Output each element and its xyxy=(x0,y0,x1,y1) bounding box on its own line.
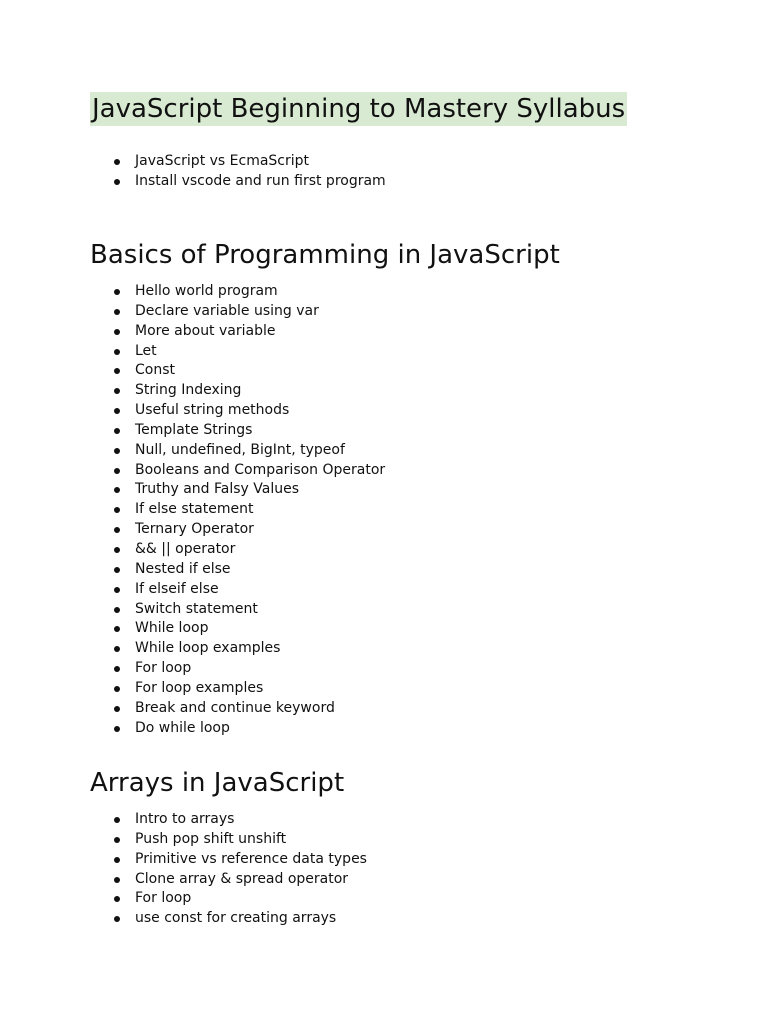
bullet-icon xyxy=(114,349,120,355)
arrays-list xyxy=(90,810,367,929)
list-item: If elseif else xyxy=(90,580,385,600)
list-item: Break and continue keyword xyxy=(90,699,385,719)
list-item: use const for creating arrays xyxy=(90,909,367,929)
bullet-icon xyxy=(114,567,120,573)
bullet-icon xyxy=(114,487,120,493)
bullet-icon xyxy=(114,179,120,185)
list-item: While loop examples xyxy=(90,639,385,659)
list-item: Useful string methods xyxy=(90,401,385,421)
list-item: Clone array & spread operator xyxy=(90,870,367,890)
list-item: Push pop shift unshift xyxy=(90,830,367,850)
bullet-icon xyxy=(114,686,120,692)
bullet-icon xyxy=(114,916,120,922)
bullet-icon xyxy=(114,329,120,335)
bullet-icon xyxy=(114,468,120,474)
intro-list xyxy=(90,152,386,192)
list-item: JavaScript vs EcmaScript xyxy=(90,152,386,172)
bullet-icon xyxy=(114,706,120,712)
bullet-icon xyxy=(114,607,120,613)
bullet-icon xyxy=(114,837,120,843)
list-item: Template Strings xyxy=(90,421,385,441)
list-item: Hello world program xyxy=(90,282,385,302)
list-item: For loop examples xyxy=(90,679,385,699)
list-item: Install vscode and run first program xyxy=(90,172,386,192)
list-item: Nested if else xyxy=(90,560,385,580)
bullet-icon xyxy=(114,159,120,165)
bullet-icon xyxy=(114,877,120,883)
bullet-icon xyxy=(114,448,120,454)
list-item: For loop xyxy=(90,659,385,679)
bullet-icon xyxy=(114,408,120,414)
list-item: Intro to arrays xyxy=(90,810,367,830)
bullet-icon xyxy=(114,309,120,315)
bullet-icon xyxy=(114,587,120,593)
bullet-icon xyxy=(114,646,120,652)
bullet-icon xyxy=(114,817,120,823)
list-item: && || operator xyxy=(90,540,385,560)
bullet-icon xyxy=(114,857,120,863)
bullet-icon xyxy=(114,428,120,434)
bullet-icon xyxy=(114,666,120,672)
list-item: Const xyxy=(90,361,385,381)
bullet-icon xyxy=(114,507,120,513)
section-heading-basics: Basics of Programming in JavaScript xyxy=(90,240,560,270)
list-item: Let xyxy=(90,342,385,362)
bullet-icon xyxy=(114,726,120,732)
bullet-icon xyxy=(114,368,120,374)
bullet-icon xyxy=(114,547,120,553)
list-item: While loop xyxy=(90,619,385,639)
bullet-icon xyxy=(114,896,120,902)
list-item: Ternary Operator xyxy=(90,520,385,540)
list-item: Primitive vs reference data types xyxy=(90,850,367,870)
bullet-icon xyxy=(114,527,120,533)
section-heading-arrays: Arrays in JavaScript xyxy=(90,768,345,798)
bullet-icon xyxy=(114,289,120,295)
list-item: More about variable xyxy=(90,322,385,342)
bullet-icon xyxy=(114,626,120,632)
list-item: Do while loop xyxy=(90,719,385,739)
basics-list xyxy=(90,282,385,738)
list-item: String Indexing xyxy=(90,381,385,401)
list-item: Null, undefined, BigInt, typeof xyxy=(90,441,385,461)
list-item: Truthy and Falsy Values xyxy=(90,480,385,500)
document-title: JavaScript Beginning to Mastery Syllabus xyxy=(92,94,626,124)
list-item: Declare variable using var xyxy=(90,302,385,322)
list-item: For loop xyxy=(90,889,367,909)
bullet-icon xyxy=(114,388,120,394)
list-item: If else statement xyxy=(90,500,385,520)
list-item: Switch statement xyxy=(90,600,385,620)
list-item: Booleans and Comparison Operator xyxy=(90,461,385,481)
